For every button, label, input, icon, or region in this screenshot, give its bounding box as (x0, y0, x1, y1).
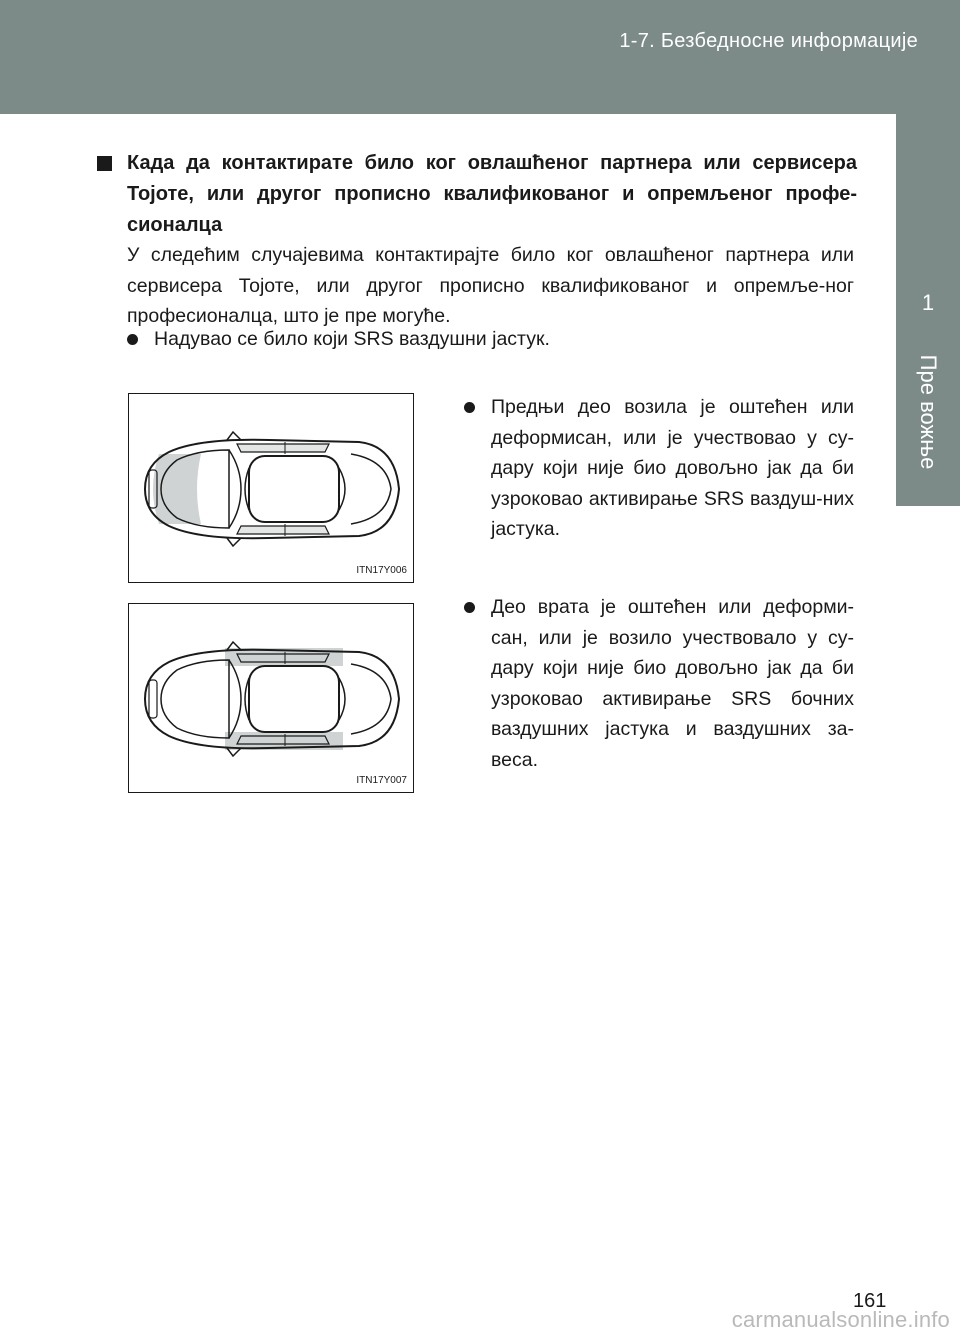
chapter-title: 1-7. Безбедносне информације (619, 30, 918, 52)
bullet-item (127, 324, 854, 355)
front-highlight (153, 454, 201, 524)
side-tab-number (896, 114, 960, 346)
bullet-dot-icon (127, 334, 138, 345)
bullet-item (464, 592, 854, 775)
figure-code: ITN17Y006 (356, 565, 407, 576)
page-header (0, 0, 960, 114)
figure-side-damage (128, 603, 414, 793)
bullet-item (464, 392, 854, 545)
chapter-label: Пре вожње (916, 354, 941, 470)
section-heading-text: Када да контактирате било ког овлашћеног партнера или сервисера Тојоте, или другог прописно квалификованог и опремљеног профе-сионалца (127, 152, 857, 236)
square-bullet-icon (97, 156, 112, 171)
intro-paragraph: У следећим случајевима контактирајте било ког овлашћеног партнера или сервисера Тојоте, или другог прописно квалификованог и опремље-ног професионалца, што је пре могуће. (127, 244, 854, 327)
figure-code: ITN17Y007 (356, 775, 407, 786)
car-top-view-icon (129, 394, 415, 584)
bullet-dot-icon (464, 402, 475, 413)
chapter-number: 1 (921, 290, 935, 315)
bullet-text: Надувао се било који SRS ваздушни јастук. (154, 328, 550, 350)
car-top-view-icon (129, 604, 415, 794)
page-number: 161 (853, 1290, 887, 1312)
figure-front-damage (128, 393, 414, 583)
section-heading (97, 148, 857, 241)
bullet-text: Део врата је оштећен или деформи-сан, или је возило учествовало у су-дару који није био довољно јак да би узроковао активирање SRS бочних ваздушних јастука и ваздушних за-веса. (491, 596, 854, 771)
watermark: carmanualsonline.info (731, 1307, 950, 1332)
bullet-dot-icon (464, 602, 475, 613)
bullet-text: Предњи део возила је оштећен или деформисан, или је учествовао у су-дару који није био довољно јак да би узроковао активирање SRS ваздуш-них јастука. (491, 396, 854, 540)
